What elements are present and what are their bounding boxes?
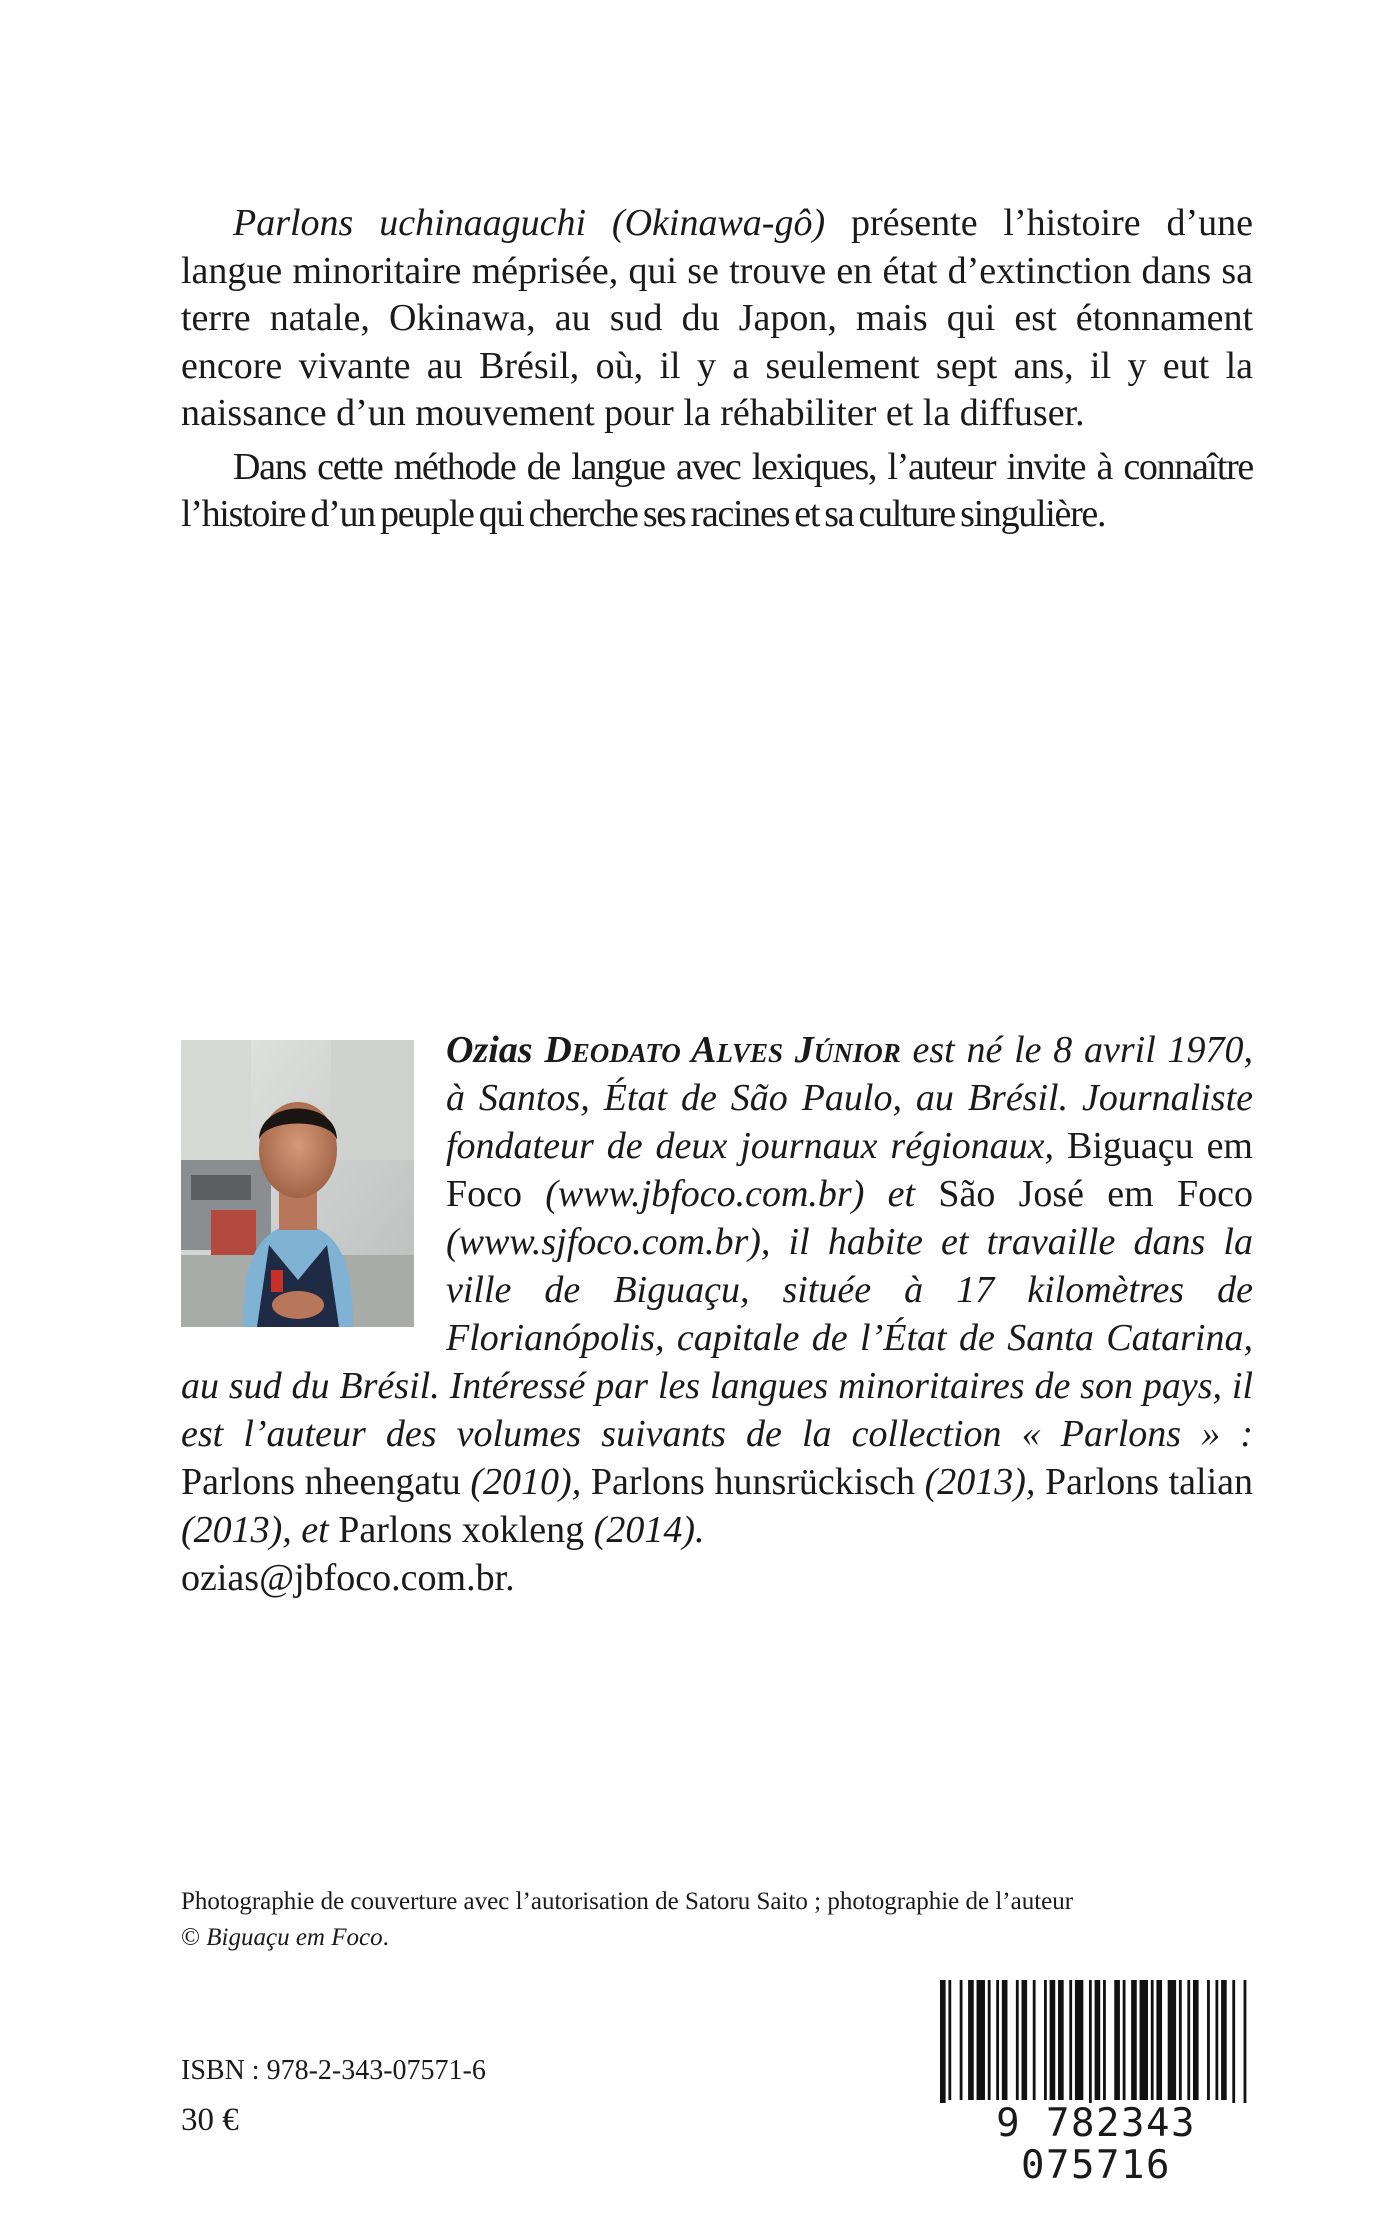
author-photo-image [181, 1040, 414, 1327]
newspaper-2: São José em Foco [938, 1173, 1253, 1215]
author-photo [181, 1040, 414, 1327]
barcode-bar [977, 1980, 985, 2100]
photo-credit-period: . [382, 1924, 389, 1951]
volume-2: Parlons hunsrückisch [590, 1461, 915, 1503]
barcode-bar [1022, 1980, 1028, 2100]
volume-1-year: (2010), [460, 1461, 591, 1503]
author-biography [181, 1026, 1253, 1602]
barcode-bar [1123, 1980, 1126, 2100]
barcode-bar [1187, 1980, 1190, 2100]
photo-credit-line-2 [181, 1920, 1253, 1956]
description-paragraph-2: Dans cette méthode de langue avec lexiques, l’auteur invite à connaître l’histoire d’un peuple qui cherche ses racines et sa culture singulière. [181, 445, 1253, 535]
volume-3: Parlons talian [1045, 1461, 1254, 1503]
barcode-bar [1075, 1980, 1083, 2100]
barcode-bar [1131, 1980, 1137, 2100]
barcode-bar [1095, 1980, 1101, 2100]
barcode-bar [1044, 1980, 1047, 2100]
copyright-symbol: © [181, 1924, 207, 1951]
volume-4: Parlons xokleng [338, 1509, 585, 1551]
barcode-bar [1156, 1980, 1162, 2100]
photo-credit-line-1: Photographie de couverture avec l’autorisation de Satoru Saito ; photographie de l’auteur [181, 1888, 1074, 1915]
barcode-bar [1221, 1980, 1227, 2100]
barcode-bar [960, 1980, 963, 2100]
newspaper-1-url: (www.jbfoco.com.br) et [522, 1173, 939, 1215]
book-description [181, 200, 1253, 539]
barcode-bar [988, 1980, 991, 2100]
barcode-bar [1033, 1980, 1036, 2100]
barcode-bar [948, 1980, 951, 2100]
author-surname: Deodato Alves Júnior [544, 1029, 901, 1071]
price: 30 € [181, 2102, 239, 2138]
isbn: ISBN : 978-2-343-07571-6 [181, 2055, 486, 2086]
barcode-bar [1016, 1980, 1019, 2100]
barcode-bar [1193, 1980, 1199, 2100]
barcode-bar [1058, 1980, 1064, 2100]
barcode-bar [1207, 1980, 1210, 2100]
volume-1: Parlons nheengatu [181, 1461, 461, 1503]
volume-3-year: (2013), et [181, 1509, 339, 1551]
author-first-name: Ozias [446, 1029, 533, 1071]
barcode-bar [1215, 1980, 1218, 2100]
author-email: ozias@jbfoco.com.br. [181, 1557, 515, 1599]
description-paragraph-1 [181, 200, 1253, 438]
description-text-1: présente l’histoire d’une langue minoritaire méprisée, qui se trouve en état d’extinction dans sa terre natale, Okinawa, au sud du Japon, mais qui est étonnament encore vivante au Brésil, où, il y a seulement sept ans, il y eut la naissance d’un mouvement pour la réhabiliter et la diffuser. [181, 202, 1253, 434]
newspaper-1: Biguaçu em Foco [446, 1125, 1253, 1215]
bio-part-1: est né le 8 avril 1970, à Santos, État de São Paulo, au Brésil. Journaliste fondateur de deux journaux régionaux, [446, 1029, 1253, 1167]
barcode-bar [996, 1980, 999, 2100]
barcode-digits: 9 782343 075716 [936, 2103, 1256, 2187]
barcode-bar [1069, 1980, 1072, 2100]
photo-credit [181, 1884, 1253, 1956]
barcode-bar [1179, 1980, 1182, 2100]
barcode-bar [1002, 1980, 1008, 2100]
barcode-bar [1103, 1980, 1106, 2100]
barcode-bar [1151, 1980, 1154, 2100]
barcode-bar [1114, 1980, 1120, 2100]
photo-credit-owner: Biguaçu em Foco [206, 1924, 383, 1951]
barcode-bar [968, 1980, 974, 2100]
newspaper-2-url: (www.sjfoco.com.br), il habite et travaille dans la ville de Biguaçu, située à 17 kilomètres de Florianópolis, capitale de l’État de Santa Catarina, au sud du Brésil. Intéressé par les langues minoritaires de son pays, il est l’auteur des volumes suivants de la collection « Parlons » : [181, 1221, 1253, 1455]
volume-4-year: (2014). [584, 1509, 705, 1551]
book-title: Parlons uchinaaguchi (Okinawa-gô) [233, 202, 826, 244]
volume-2-year: (2013), [914, 1461, 1046, 1503]
barcode-bar [1168, 1980, 1176, 2100]
barcode-bar [1050, 1980, 1056, 2100]
barcode-bar [1140, 1980, 1148, 2100]
